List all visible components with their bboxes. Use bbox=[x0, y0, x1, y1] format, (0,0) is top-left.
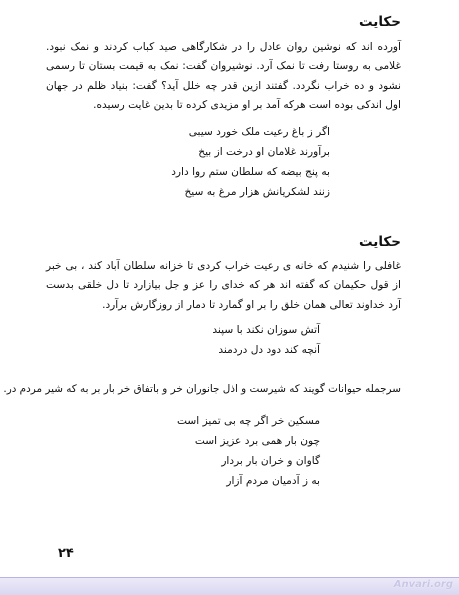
watermark-logo: Anvari.org bbox=[393, 579, 453, 590]
section-title: حکایت bbox=[358, 14, 401, 30]
poem-block bbox=[175, 320, 320, 360]
story-paragraph bbox=[46, 257, 401, 315]
poem-line: آتش سوزان نکند با سپند bbox=[212, 324, 320, 336]
section-title: حکایت bbox=[358, 234, 401, 250]
prose-line: سرجمله حیوانات گویند که شیرست و اذل جانوران خر و باتفاق خر بار بر به که شیر مردم در. bbox=[3, 383, 401, 395]
poem-line: زنند لشکریانش هزار مرغ به سیخ bbox=[184, 186, 330, 198]
poem-line: چون بار همی برد عزیز است bbox=[194, 435, 320, 447]
story-paragraph bbox=[46, 38, 401, 115]
poem-block bbox=[150, 411, 320, 491]
poem-block bbox=[140, 122, 330, 202]
poem-line: مسکین خر اگر چه بی تمیز است bbox=[176, 415, 320, 427]
paragraph-text: آورده اند که نوشین روان عادل را در شکارگاهی صید کباب کردند و نمک نبود. غلامی به روستا رفت تا نمک آرد. نوشیروان گفت: نمک به قیمت بستان تا رسمی نشود و ده خراب نگردد. گفتند ازین قدر چه خلل آید؟ گفت: بنیاد ظلم در جهان اول اندکی بوده است هرکه آمد بر او مزیدی کرده تا بدین غایت رسیده. bbox=[46, 41, 401, 111]
page-number: ۲۴ bbox=[58, 546, 74, 561]
poem-line: اگر ز باغ رعیت ملک خورد سیبی bbox=[188, 126, 330, 138]
poem-line: آنچه کند دود دل دردمند bbox=[218, 344, 320, 356]
poem-line: به ز آدمیان مردم آزار bbox=[226, 475, 320, 487]
paragraph-text: غافلی را شنیدم که خانه ی رعیت خراب کردی تا خزانه سلطان آباد کند ، بی خبر از قول حکیمان که گفته اند هر که خدای را عز و جل بیازارد تا دل خلقی بدست آرد خداوند تعالی همان خلق را بر او گمارد تا دمار از روزگارش برآرد. bbox=[46, 260, 401, 311]
poem-line: گاوان و خران بار بردار bbox=[221, 455, 320, 467]
poem-line: به پنج بیضه که سلطان ستم روا دارد bbox=[171, 166, 330, 178]
poem-line: برآورند غلامان او درخت از بیخ bbox=[198, 146, 330, 158]
footer-bar bbox=[0, 577, 459, 595]
